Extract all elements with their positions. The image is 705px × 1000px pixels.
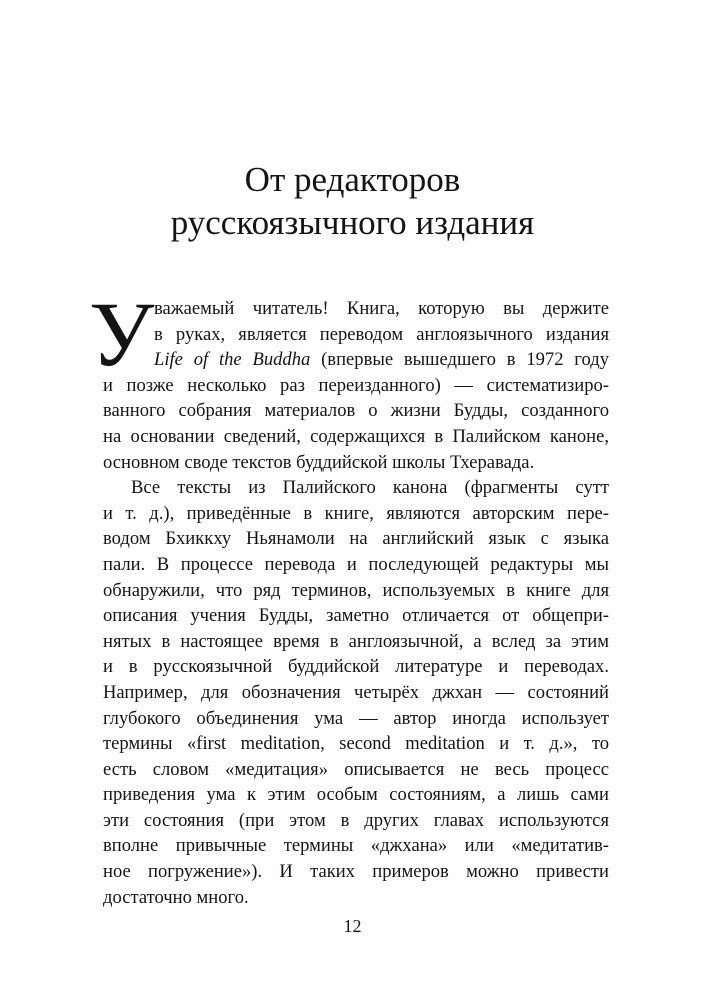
paragraph-1-line: важаемый читатель! Книга, которую вы держите xyxy=(154,298,609,319)
paragraph-2-line: термины «first meditation, second meditation и т. д.», то xyxy=(103,733,609,755)
paragraph-1-line: (впервые вышедшего в 1972 году xyxy=(321,349,609,371)
paragraph-2-line: водом Бхиккху Ньянамоли на английский язык с языка xyxy=(103,528,609,550)
chapter-title-line-1: От редакторов xyxy=(244,160,461,199)
paragraph-2-line: описания учения Будды, заметно отличается от общепри- xyxy=(103,605,609,627)
paragraph-2-line: Например, для обозначения четырёх джхан — состояний xyxy=(103,681,609,703)
paragraph-2-line: и в русскоязычной буддийской литературе и переводах. xyxy=(103,656,609,678)
paragraph-1-line-with-title xyxy=(154,347,609,373)
paragraph-2-line: эти состояния (при этом в других главах используются xyxy=(103,809,609,831)
paragraph-2-line: ное погружение»). И таких примеров можно привести xyxy=(103,861,609,883)
paragraph-2-line: глубокого объединения ума — автор иногда использует xyxy=(103,707,609,729)
paragraph-2-line: пали. В процессе перевода и последующей редактуры мы xyxy=(103,553,609,575)
paragraph-2-line: приведения ума к этим особым состояниям, а лишь сами xyxy=(103,784,609,806)
body-text xyxy=(89,283,609,910)
paragraph-2-line: Все тексты из Палийского канона (фрагменты сутт xyxy=(131,477,609,499)
chapter-title-line-2: русскоязычного издания xyxy=(170,203,535,242)
page-number: 12 xyxy=(343,916,362,936)
paragraph-2-line: достаточно много. xyxy=(103,886,249,908)
paragraph-1-line: в руках, является переводом англоязычного издания xyxy=(154,323,609,345)
paragraph-2-line: обнаружили, что ряд терминов, используемых в книге для xyxy=(103,579,609,601)
paragraph-2-line: есть словом «медитация» описывается не весь процесс xyxy=(103,758,609,780)
paragraph-1-line: ванного собрания материалов о жизни Будды, созданного xyxy=(103,400,609,422)
paragraph-1-line: и позже несколько раз переизданного) — систематизиро- xyxy=(103,374,609,396)
paragraph-1-line: на основании сведений, содержащихся в Палийском каноне, xyxy=(103,425,609,447)
drop-cap: У xyxy=(89,283,155,385)
paragraph-2-line: и т. д.), приведённые в книге, являются авторским пере- xyxy=(103,502,609,524)
paragraph-2-line: нятых в настоящее время в англоязычной, а вслед за этим xyxy=(103,630,609,652)
paragraph-2-line: вполне привычные термины «джхана» или «медитатив- xyxy=(103,835,609,857)
book-title-italic: Life of the Buddha xyxy=(154,349,311,371)
paragraph-1-line: основном своде текстов буддийской школы Тхеравада. xyxy=(103,451,535,473)
chapter-title xyxy=(0,158,705,244)
